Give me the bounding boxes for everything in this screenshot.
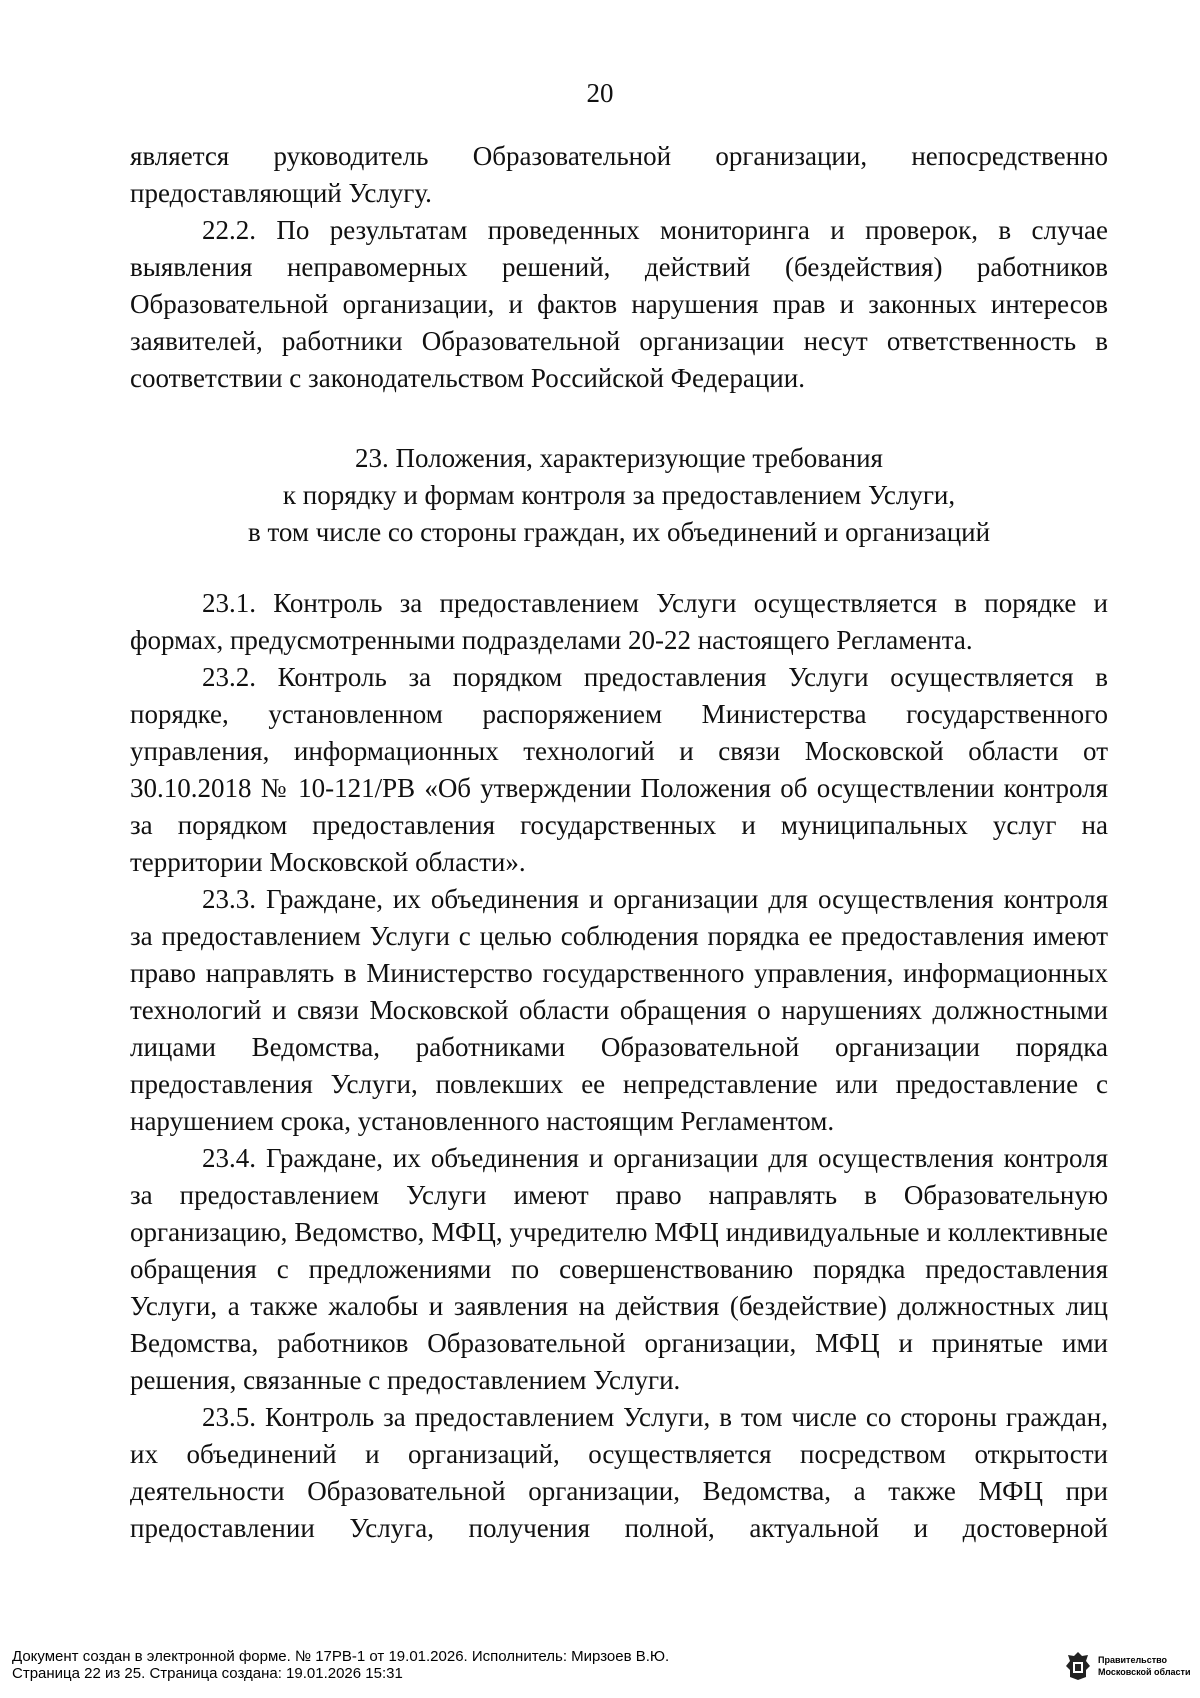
- section-heading: [130, 440, 1108, 551]
- paragraph-23-4: 23.4. Граждане, их объединения и организации для осуществления контроля за предоставлением Услуги имеют право направлять в Образовательную организацию, Ведомство, МФЦ, учредителю МФЦ индивидуальные и коллективные обращения с предложениями по совершенствованию порядка предоставления Услуги, а также жалобы и заявления на действия (бездействие) должностных лиц Ведомства, работников Образовательной организации, МФЦ и принятые ими решения, связанные с предоставлением Услуги.: [130, 1143, 1108, 1395]
- heading-line-3: в том числе со стороны граждан, их объединений и организаций: [247, 517, 991, 547]
- text-block-continuation: [130, 138, 1108, 397]
- footer-organization: [1098, 1654, 1191, 1678]
- paragraph-23-2: 23.2. Контроль за порядком предоставления Услуги осуществляется в порядке, установленном распоряжением Министерства государственного управления, информационных технологий и связи Московской области от 30.10.2018 № 10-121/РВ «Об утверждении Положения об осуществлении контроля за порядком предоставления государственных и муниципальных услуг на территории Московской области».: [130, 662, 1108, 877]
- paragraph-22-2: 22.2. По результатам проведенных мониторинга и проверок, в случае выявления неправомерных решений, действий (бездействия) работников Образовательной организации, и фактов нарушения прав и законных интересов заявителей, работники Образовательной организации несут ответственность в соответствии с законодательством Российской Федерации.: [130, 215, 1108, 393]
- footer-org-line-2: Московской области: [1098, 1667, 1191, 1677]
- footer-line-2: Страница 22 из 25. Страница создана: 19.01.2026 15:31: [12, 1665, 403, 1682]
- footer-line-1: Документ создан в электронной форме. № 17РВ-1 от 19.01.2026. Исполнитель: Мирзоев В.Ю.: [12, 1648, 670, 1665]
- paragraph-23-3: 23.3. Граждане, их объединения и организации для осуществления контроля за предоставлением Услуги с целью соблюдения порядка ее предоставления имеют право направлять в Министерство государственного управления, информационных технологий и связи Московской области обращения о нарушениях должностными лицами Ведомства, работниками Образовательной организации порядка предоставления Услуги, повлекших ее непредставление или предоставление с нарушением срока, установленного настоящим Регламентом.: [130, 884, 1108, 1136]
- heading-line-2: к порядку и формам контроля за предоставлением Услуги,: [282, 480, 956, 510]
- paragraph-continuation: является руководитель Образовательной организации, непосредственно предоставляющий Услугу.: [130, 141, 1108, 208]
- paragraph-23-1: 23.1. Контроль за предоставлением Услуги осуществляется в порядке и формах, предусмотренными подразделами 20-22 настоящего Регламента.: [130, 588, 1108, 655]
- footer-org-line-1: Правительство: [1098, 1655, 1168, 1665]
- paragraph-23-5: 23.5. Контроль за предоставлением Услуги, в том числе со стороны граждан, их объединений и организаций, осуществляется посредством открытости деятельности Образовательной организации, Ведомства, а также МФЦ при предоставлении Услуга, получения полной, актуальной и достоверной: [130, 1402, 1108, 1543]
- heading-line-1: 23. Положения, характеризующие требования: [355, 443, 883, 473]
- document-footer: [12, 1648, 669, 1682]
- page-number: 20: [586, 78, 614, 108]
- text-block-section-23: [130, 585, 1108, 1547]
- coat-of-arms-icon: [1064, 1650, 1092, 1682]
